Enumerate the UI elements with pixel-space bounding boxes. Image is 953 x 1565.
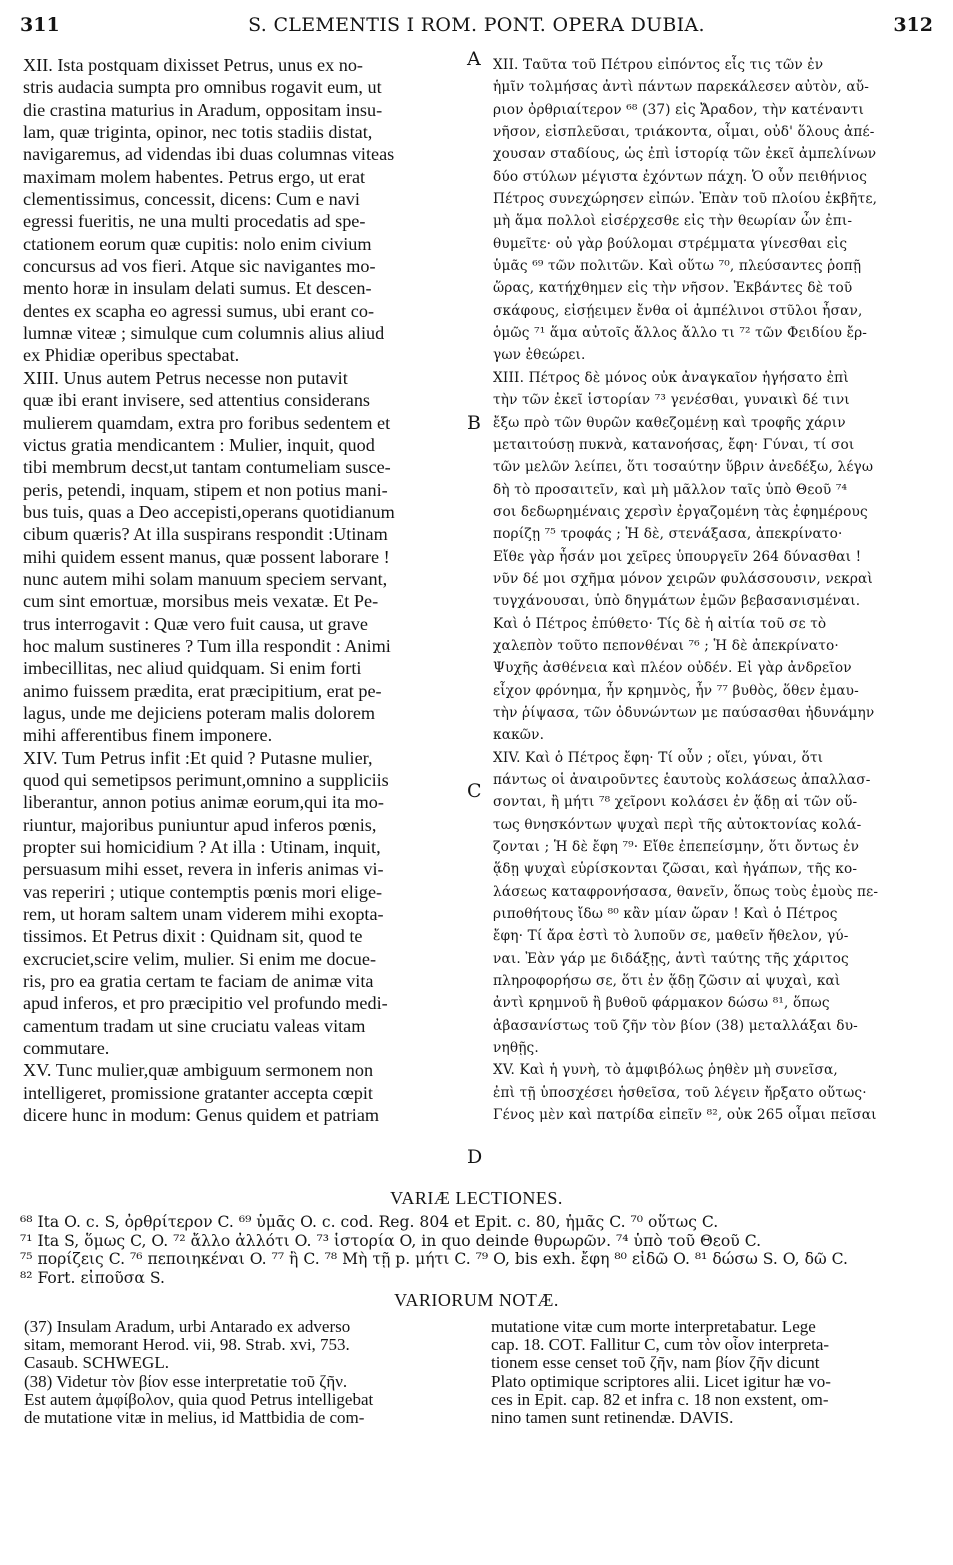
variant-reading-line: ⁷¹ Ita S, ὅμως C, O. ⁷² ἄλλο ἀλλότι O. ⁷³ ἱστορία O, in quo deinde θυρωρῶν. ⁷⁴ ὑπὸ τοῦ Θεοῦ C. (20, 1231, 762, 1250)
greek-text-line: Ψυχῆς ἀσθένεια καὶ πλέον οὐδέν. Εἰ γὰρ ἀνδρεῖον (493, 660, 852, 677)
latin-text-line: imbecillitas, nec aliud quidquam. Si enim forti (23, 658, 362, 679)
variant-reading-line: ⁸² Fort. εἰποῦσα S. (20, 1268, 165, 1287)
page-number-right: 312 (893, 14, 933, 36)
greek-text-line: σονται, ἢ μήτι ⁷⁸ χεῖρονι κολάσει ἐν ᾅδῃ αἱ τῶν οὕ- (493, 794, 858, 811)
greek-text-line: ἡμῖν τολμήσας ἀντὶ πάντων παρεκάλεσεν αὐτὸν, αὔ- (493, 79, 869, 96)
greek-text-line: ᾅδῃ ψυχαὶ εὑρίσκονται ζῶσαι, καὶ ἠγάπων, τῆς κο- (493, 861, 858, 878)
latin-text-line: XIV. Tum Petrus infit :Et quid ? Putasne mulier, (23, 747, 373, 768)
latin-text-line: liberantur, annon potius animæ eorum,qui ita mo- (23, 792, 384, 813)
greek-text-line: σοι δεδωρημέναις χερσὶν ἐργαζομένη τὰς ἐφημέρους (493, 503, 868, 520)
latin-text-line: riuntur, majoribus puniuntur apud inferos pœnis, (23, 814, 377, 835)
greek-text-line: XIV. Καὶ ὁ Πέτρος ἔφη· Τί οὖν ; οἴει, γύναι, ὅτι (493, 749, 824, 766)
margin-marker-c: C (467, 780, 482, 802)
greek-text-line: Γένος μὲν καὶ πατρίδα εἰπεῖν ⁸², οὐκ 265 οἶμαι πεῖσαι (493, 1107, 877, 1124)
latin-text-line: nunc autem mihi solam manuum speciem servant, (23, 568, 388, 589)
latin-text-line: lam, quæ triginta, opinor, nec totis stadiis distat, (23, 122, 373, 143)
latin-text-line: dentes ex scapha eo agressi sumus, ubi erant co- (23, 300, 375, 321)
greek-text-line: χαλεπὸν τοῦτο πεπονθέναι ⁷⁶ ; Ἡ δὲ ἀπεκρίνατο· (493, 637, 839, 654)
variae-heading: VARIÆ LECTIONES. (390, 1188, 563, 1208)
latin-text-line: peris, petendi, inquam, stipem et non potius mani- (23, 479, 388, 500)
margin-marker-d: D (467, 1146, 483, 1168)
variant-reading-line: ⁶⁸ Ita O. c. S, ὀρθρίτερον C. ⁶⁹ ὑμᾶς O. c. cod. Reg. 804 et Epit. c. 80, ἡμᾶς C. ⁷⁰ οὕτως C. (20, 1213, 719, 1231)
greek-text-line: Εἴθε γὰρ ἦσάν μοι χεῖρες ὑπουργεῖν 264 δύνασθαι ! (493, 548, 862, 565)
latin-text-line: cibum quæris? At illa suspirans respondit :Utinam (23, 524, 388, 545)
greek-text-line: εἶχον φρόνημα, ἦν κρημνὸς, ἦν ⁷⁷ βυθὸς, ὅθεν ἐμαυ- (493, 682, 859, 699)
greek-text-line: ἀντὶ κρημνοῦ ἢ βυθοῦ φάρμακον δώσω ⁸¹, ὅπως (493, 995, 830, 1012)
greek-text-line: Καὶ ὁ Πέτρος ἐπύθετο· Τίς δὲ ἡ αἰτία τοῦ σε τὸ (493, 615, 827, 632)
greek-text-line: σκάφους, εἰσῄειμεν ἔνθα οἱ ἀμπέλινοι στῦλοι ἦσαν, (493, 302, 863, 319)
latin-text-line: victus gratia mendicantem : Mulier, inquit, quod (23, 434, 375, 455)
latin-text-line: die crastina maturius in Aradum, oppositam insu- (23, 99, 383, 120)
latin-text-line: quæ ibi erant invisere, sed attentius considerans (23, 390, 370, 411)
latin-text-line: tissimos. Et Petrus dixit : Quidnam sit, quod te (23, 926, 363, 947)
greek-text-line: πληροφορήσω σε, ὅτι ἐν ᾅδῃ ζῶσιν αἱ ψυχαὶ, καὶ (493, 973, 841, 990)
latin-text-line: apud inferos, et pro præcipitio vel profundo medi- (23, 993, 388, 1014)
margin-marker-b: B (467, 412, 481, 434)
greek-text-line: πορίζῃ ⁷⁵ τροφάς ; Ἡ δὲ, στενάξασα, ἀπεκρίνατο· (493, 526, 843, 543)
variae-lectiones (20, 1213, 935, 1287)
latin-text-line: XII. Ista postquam dixisset Petrus, unus ex no- (23, 55, 363, 75)
greek-text-line: χουσαν σταδίους, ὡς ἐπὶ ἱστορίᾳ τῶν ἐκεῖ ἀμπελίνων (493, 146, 877, 163)
page-number-left: 311 (20, 14, 60, 36)
latin-text-line: animo fuissem prædita, erat præcipitium, erat pe- (23, 680, 382, 701)
greek-text-line: Πέτρος συνεχώρησεν εἰπών. Ἐπὰν τοῦ πλοίου ἐκβῆτε, (493, 191, 878, 208)
greek-text-line: τως θνησκόντων ψυχαὶ περὶ τῆς αὐτοκτονίας κολά- (493, 816, 862, 833)
greek-text-line: θυμεῖτε· οὐ γὰρ βούλομαι στρέμματα γίνεσθαι εἰς (493, 235, 848, 252)
latin-text-line: egressi fueritis, ne una multi procedatis ad spe- (23, 211, 366, 232)
greek-text-line: XIII. Πέτρος δὲ μόνος οὐκ ἀναγκαῖον ἡγήσατο ἐπὶ (493, 369, 849, 386)
latin-text-line: concursus ad vos fieri. Atque sic navigantes mo- (23, 256, 376, 277)
greek-text-line: ριον ὀρθριαίτερον ⁶⁸ (37) εἰς Ἄραδον, τὴν κατέναντι (493, 101, 864, 118)
latin-text-line: cum sint emortuæ, morsibus meis vexatæ. Et Pe- (23, 591, 379, 612)
latin-text-line: navigaremus, ad videndas ibi duas columnas viteas (23, 144, 395, 165)
latin-text-line: trus interrogavit : Quæ vero fuit causa, ut grave (23, 613, 368, 634)
latin-text-line: mihi quidem essent manus, quæ possent laborare ! (23, 546, 390, 567)
latin-text-line: excruciet,scire velim, mulier. Si enim me docue- (23, 948, 377, 969)
latin-text-line: hoc malum sustineres ? Tum illa respondit : Animi (23, 635, 391, 656)
greek-text-line: ἔξω πρὸ τῶν θυρῶν καθεζομένῃ καὶ τροφῆς χάριν (493, 414, 846, 431)
note-line: Est autem ἀμφίβολον, quia quod Petrus intelligebat (24, 1390, 374, 1409)
notes-right-column (491, 1318, 935, 1427)
latin-text-line: XV. Tunc mulier,quæ ambiguum sermonem non (23, 1060, 374, 1081)
greek-text-line: XII. Ταῦτα τοῦ Πέτρου εἰπόντος εἷς τις τῶν ἐν (493, 57, 824, 73)
latin-text-line: ex Phidiæ operibus spectabat. (23, 345, 240, 366)
greek-text-line: κακῶν. (493, 727, 545, 744)
note-line: cap. 18. COT. Fallitur C, cum τὸν οἷον interpreta- (491, 1336, 830, 1355)
variant-reading-line: ⁷⁵ πορίζεις C. ⁷⁶ πεποιηκέναι O. ⁷⁷ ἢ C. ⁷⁸ Μὴ τῇ p. μήτι C. ⁷⁹ O, bis exh. ἔφη ⁸⁰ εἰδῶ O. ⁸¹ δώσω S. O, δῶ C. (20, 1250, 848, 1269)
latin-text-line: quod qui semetipsos perimunt,omnino a suppliciis (23, 770, 389, 790)
latin-text-line: ctationem eorum quæ cupitis: nolo enim civium (23, 233, 372, 254)
latin-text-line: mihi afferentibus finem imponere. (23, 725, 273, 746)
latin-text-line: persuasum mihi esset, revera in inferis animas vi- (23, 859, 384, 880)
notae-heading: VARIORUM NOTÆ. (394, 1290, 559, 1310)
note-line: de mutatione vitæ in melius, id Mattbidia de com- (24, 1408, 365, 1427)
latin-text-line: XIII. Unus autem Petrus necesse non putavit (23, 367, 348, 388)
running-title: S. CLEMENTIS I ROM. PONT. OPERA DUBIA. (248, 14, 705, 36)
greek-text-line: γων ἐθεώρει. (493, 347, 586, 364)
margin-marker-a: A (467, 48, 481, 70)
greek-text-line: τῶν μελῶν λείπει, ὅτι τοσαύτην ὕβριν ἀνεδέξω, λέγω (493, 459, 874, 476)
greek-text-line: ἔφη· Τί ἄρα ἐστὶ τὸ λυποῦν σε, μαθεῖν ἤθελον, γύ- (493, 928, 849, 945)
greek-text-line: δὴ τὸ προσαιτεῖν, καὶ μὴ μᾶλλον ταῖς ὑπὸ Θεοῦ ⁷⁴ (493, 481, 848, 498)
greek-text-line: τὴν ῥίψασα, τῶν ὀδυνώντων με παύσασθαι ἠδυνάμην (493, 704, 875, 721)
latin-text-line: commutare. (23, 1038, 110, 1059)
greek-text-line: ναι. Ἐὰν γάρ με διδάξῃς, ἀντὶ ταύτης τῆς χάριτος (493, 950, 849, 967)
latin-text-line: mulierem quamdam, extra pro foribus sedentem et (23, 412, 391, 433)
greek-text-line: νῆσον, εἰσπλεῦσαι, τριάκοντα, οἶμαι, οὐδ' ὅλους ἀπέ- (493, 124, 875, 141)
latin-text-line: maximam molem habentes. Petrus ergo, ut erat (23, 166, 366, 187)
latin-text-line: vas reperiri ; utique contemptis pœnis mori elige- (23, 881, 383, 902)
note-line: mutatione vitæ cum morte interpretabatur. Lege (491, 1318, 816, 1336)
note-line: sitam, memorant Herod. vii, 98. Strab. xvi, 753. (24, 1336, 350, 1355)
note-line: (37) Insulam Aradum, urbi Antarado ex adverso (24, 1318, 351, 1336)
greek-text-line: δύο στύλων μέγιστα ἐχόντων πάχη. Ὁ οὖν πειθήνιος (493, 168, 868, 185)
latin-text-line: rem, ut horam saltem unam viderem mihi exopta- (23, 904, 384, 925)
latin-text-line: bus tuis, quas a Deo accepisti,operans quotidianum (23, 501, 395, 522)
greek-text-line: ἐπὶ τῇ ὑποσχέσει ἡσθεῖσα, τοῦ λέγειν ἤρξατο οὕτως· (493, 1084, 867, 1101)
latin-text-line: intelligeret, promissione gratanter accepta cœpit (23, 1082, 373, 1103)
latin-text-line: ris, pro ea gratia certam te faciam de animæ vita (23, 971, 374, 992)
latin-text-line: tibi membrum decst,ut tantam contumeliam susce- (23, 457, 391, 478)
latin-text-line: stris audacia sumpta pro omnibus rogavit eum, ut (23, 77, 382, 98)
latin-text-line: clementissimus, concessit, dicens: Cum e navi (23, 189, 360, 210)
greek-text-line: ἀβασανίστως τοῦ ζῆν τὸν βίον (38) μεταλλάξαι δυ- (493, 1017, 858, 1034)
greek-text-line: ριποθήτους ἴδω ⁸⁰ κἂν μίαν ὥραν ! Καὶ ὁ Πέτρος (493, 906, 838, 923)
greek-column (493, 54, 933, 1127)
latin-text-line: propter sui homicidium ? At illa : Utinam, inquit, (23, 837, 381, 858)
latin-column (23, 54, 464, 1127)
note-line: Casaub. SCHWEGL. (24, 1354, 169, 1373)
greek-text-line: ζονται ; Ἡ δὲ ἔφη ⁷⁹· Εἴθε ἐπεπείσμην, ὅτι ὄντως ἐν (493, 839, 860, 856)
greek-text-line: ὑμᾶς ⁶⁹ τῶν πολιτῶν. Καὶ οὕτω ⁷⁰, πλεύσαντες ῥοπῇ (493, 258, 862, 275)
latin-text-line: lumnæ viteæ ; simulque cum columnis alius aliud (23, 323, 385, 344)
greek-text-line: λάσεως καταφρονήσασα, θανεῖν, ὅπως τοὺς ἐμοὺς πε- (493, 883, 879, 900)
running-header (20, 14, 933, 44)
notes-left-column (24, 1318, 469, 1427)
greek-text-line: τὴν τῶν ἐκεῖ ἱστορίαν ⁷³ γενέσθαι, γυναικὶ δέ τινι (493, 392, 850, 409)
greek-text-line: νηθῇς. (493, 1040, 539, 1057)
note-line: ces in Epit. cap. 82 et infra c. 18 non exstent, om- (491, 1390, 829, 1409)
note-line: tionem esse censet τοῦ ζῆν, nam βίον ζῆν dicunt (491, 1354, 820, 1373)
greek-text-line: νῦν δέ μοι σχῆμα μόνον χειρῶν φυλάσσουσιν, νεκραὶ (493, 570, 873, 587)
note-line: nino tamen sunt retinendæ. DAVIS. (491, 1408, 734, 1427)
greek-text-line: τυγχάνουσαι, ὑπὸ δηγμάτων ἐμῶν βεβασανισμέναι. (493, 593, 861, 610)
latin-text-line: lagus, unde me dejiciens poteram malis dolorem (23, 702, 376, 723)
greek-text-line: ὁμῶς ⁷¹ ἅμα αὐτοῖς ἄλλος ἄλλο τι ⁷² τῶν Φειδίου ἔρ- (493, 325, 868, 342)
note-line: Plato optimique scriptores alii. Licet igitur hæ vo- (491, 1372, 831, 1391)
greek-text-line: XV. Καὶ ἡ γυνὴ, τὸ ἀμφιβόλως ῥηθὲν μὴ συνεῖσα, (493, 1062, 838, 1079)
greek-text-line: ὥρας, κατήχθημεν εἰς τὴν νῆσον. Ἐκβάντες δὲ τοῦ (493, 280, 853, 297)
greek-text-line: μὴ ἅμα πολλοὶ εἰσέρχεσθε εἰς τὴν θεωρίαν ὧν ἐπι- (493, 213, 853, 230)
latin-text-line: mento horæ in insulam delati sumus. Et descen- (23, 278, 372, 299)
greek-text-line: μεταιτούσῃ πυκνὰ, κατανοήσας, ἔφη· Γύναι, τί σοι (493, 436, 855, 453)
latin-text-line: camentum tradam ut sine cruciatu valeas vitam (23, 1015, 366, 1036)
latin-text-line: dicere hunc in modum: Genus quidem et patriam (23, 1105, 380, 1126)
note-line: (38) Videtur τὸν βίον esse interpretatie τοῦ ζῆν. (24, 1372, 348, 1391)
greek-text-line: πάντως οἱ ἀναιροῦντες ἑαυτοὺς κολάσεως ἀπαλλασ- (493, 772, 871, 788)
